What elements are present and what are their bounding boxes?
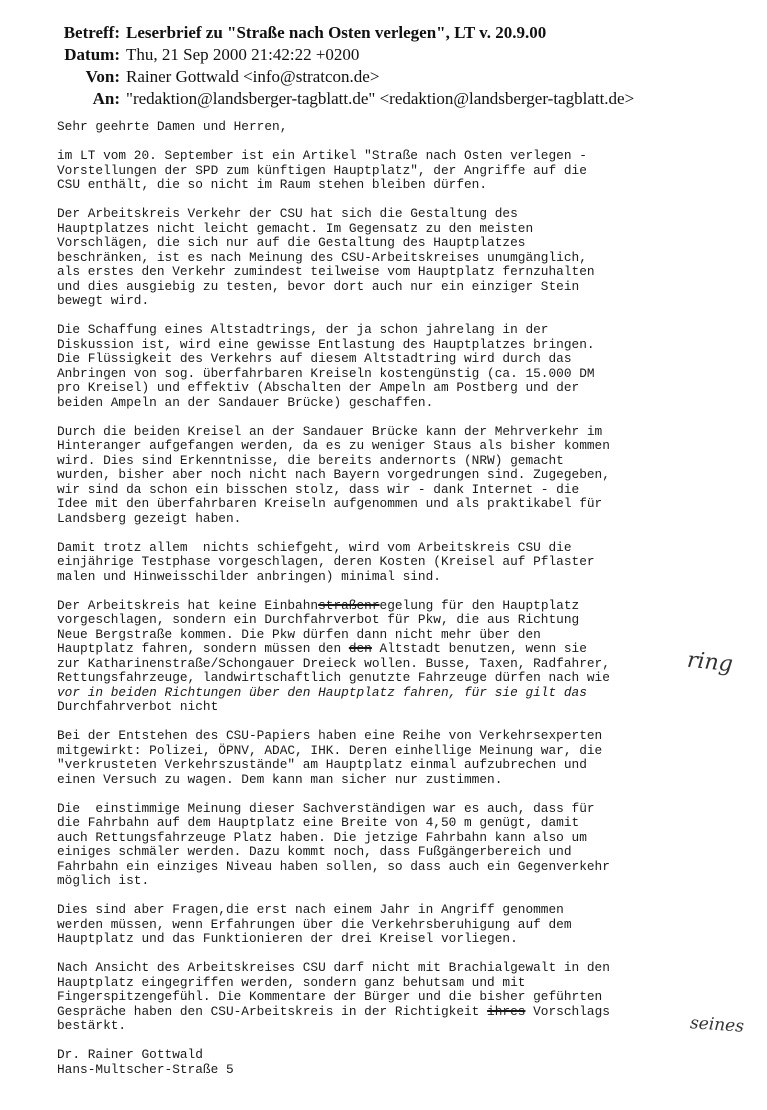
text-line: einen Versuch zu wagen. Dem kann man sicher nur zustimmen.: [57, 771, 503, 787]
paragraph-8: [57, 802, 747, 889]
signature-name: Dr. Rainer Gottwald: [57, 1047, 203, 1062]
paragraph-1: [57, 149, 747, 193]
text-line: bewegt wird.: [57, 293, 150, 308]
text-line: Landsberg gezeigt haben.: [57, 510, 242, 526]
text-line: Hauptplatz und das Funktionieren der drei Kreisel vorliegen.: [57, 931, 518, 946]
text-line: Die einstimmige Meinung dieser Sachverständigen war es auch, dass für: [57, 800, 595, 816]
paragraph-7: [57, 729, 747, 787]
subject-value: Leserbrief zu "Straße nach Osten verlegen", LT v. 20.9.00: [126, 23, 547, 42]
date-row: [0, 44, 767, 66]
text-line: wir sind da schon ein bisschen stolz, dass wir - dank Internet - die: [57, 481, 580, 497]
text-line: Die Flüssigkeit des Verkehrs auf diesem Altstadtring wird durch das: [57, 351, 572, 366]
text-line: Durch die beiden Kreisel an der Sandauer Brücke kann der Mehrverkehr im: [57, 423, 603, 439]
text-line: CSU enthält, die so nicht im Raum stehen bleiben dürfen.: [57, 177, 488, 192]
text-line: wird. Dies sind Erkenntnisse, die bereits andernorts (NRW) gemacht: [57, 452, 564, 468]
paragraph-6: [57, 599, 747, 715]
paragraph-3: [57, 323, 747, 410]
text-line: Der Arbeitskreis Verkehr der CSU hat sich die Gestaltung des: [57, 206, 518, 221]
text-line: Fahrbahn ein einziges Niveau haben sollen, so dass auch ein Gegenverkehr: [57, 858, 610, 874]
text-line: auch Rettungsfahrzeuge Platz haben. Die jetzige Fahrbahn kann also um: [57, 829, 587, 845]
text-line: Nach Ansicht des Arbeitskreises CSU darf nicht mit Brachialgewalt in den: [57, 960, 610, 975]
paragraph-5: [57, 541, 747, 585]
text-line: Durchfahrverbot nicht: [57, 699, 219, 714]
text-line: [57, 642, 747, 657]
text-line: die Fahrbahn auf dem Hauptplatz eine Breite von 4,50 m genügt, damit: [57, 815, 580, 830]
text-line: [57, 1005, 747, 1020]
subject-row: [0, 22, 767, 44]
salutation: [57, 120, 747, 135]
text-line: "verkrusteten Verkehrszustände" am Hauptplatz einmal aufzubrechen und: [57, 757, 587, 772]
text-line: einiges schmäler werden. Dazu kommt noch, dass Fußgängerbereich und: [57, 844, 572, 859]
text-segment: Der Arbeitskreis hat keine Einbahn: [57, 597, 319, 613]
handwritten-annotation-ring: ring: [685, 647, 734, 678]
text-line: Hauptplatzes nicht leicht gemacht. Im Gegensatz zu den meisten: [57, 220, 534, 236]
text-segment: Hauptplatz fahren, sondern müssen den: [57, 641, 349, 656]
signature-address: Hans-Multscher-Straße 5: [57, 1061, 234, 1077]
text-line: pro Kreisel) und effektiv (Abschalten der Ampeln am Postberg und der: [57, 380, 580, 395]
text-line: Diskussion ist, wird eine gewisse Entlastung des Hauptplatzes bringen.: [57, 336, 595, 352]
text-segment: egelung für den Hauptplatz: [379, 597, 580, 613]
struck-text: den: [348, 641, 372, 656]
text-line: Hinteranger aufgefangen werden, da es zu weniger Staus als bisher kommen: [57, 438, 610, 453]
salutation-line: Sehr geehrte Damen und Herren,: [57, 119, 288, 134]
text-line: Rettungsfahrzeuge, landwirtschaftlich genutzte Fahrzeuge dürfen nach wie: [57, 670, 610, 685]
struck-text: ihres: [487, 1003, 526, 1019]
text-line: Hauptplatz eingegriffen werden, sondern ganz behutsam und mit: [57, 974, 526, 990]
text-line: mitgewirkt: Polizei, ÖPNV, ADAC, IHK. Deren einhellige Meinung war, die: [57, 742, 603, 758]
text-line: Dies sind aber Fragen,die erst nach einem Jahr in Angriff genommen: [57, 902, 564, 917]
subject-label: Betreff:: [63, 23, 120, 42]
paragraph-4: [57, 425, 747, 527]
text-line: vorgeschlagen, sondern ein Durchfahrverbot für Pkw, die aus Richtung: [57, 612, 580, 627]
text-line: möglich ist.: [57, 873, 150, 888]
to-value: "redaktion@landsberger-tagblatt.de" <redaktion@landsberger-tagblatt.de>: [126, 89, 635, 108]
text-line: Fingerspitzengefühl. Die Kommentare der Bürger und die bisher geführten: [57, 989, 603, 1004]
text-segment: Gespräche haben den CSU-Arbeitskreis in der Richtigkeit: [57, 1003, 488, 1019]
paragraph-2: [57, 207, 747, 309]
text-line: einjährige Testphase vorgeschlagen, deren Kosten (Kreisel auf Pflaster: [57, 554, 595, 569]
text-line: Vorschlägen, die sich nur auf die Gestaltung des Hauptplatzes: [57, 235, 526, 250]
paragraph-9: [57, 903, 747, 947]
handwritten-annotation-seines: seines: [689, 1013, 745, 1037]
text-line: beiden Ampeln an der Sandauer Brücke) geschaffen.: [57, 394, 434, 410]
struck-text: straßenr: [318, 597, 380, 613]
text-line: Bei der Entstehen des CSU-Papiers haben eine Reihe von Verkehrsexperten: [57, 728, 603, 743]
text-line: und dies ausgiebig zu testen, bevor dort auch nur ein einziger Stein: [57, 278, 580, 294]
text-line: als erstes den Verkehr zumindest teilweise vom Hauptplatz fernzuhalten: [57, 264, 595, 279]
text-line: Damit trotz allem nichts schiefgeht, wird vom Arbeitskreis CSU die: [57, 539, 572, 555]
text-line: zur Katharinenstraße/Schongauer Dreieck wollen. Busse, Taxen, Radfahrer,: [57, 655, 610, 671]
signature-block: [57, 1048, 747, 1077]
text-line: Neue Bergstraße kommen. Die Pkw dürfen dann nicht mehr über den: [57, 626, 541, 642]
from-row: [0, 66, 767, 88]
text-line: beschränken, ist es nach Meinung des CSU-Arbeitskreises unumgänglich,: [57, 249, 587, 265]
from-label: Von:: [85, 67, 120, 86]
letter-body: [57, 120, 747, 1077]
text-segment: Vorschlags: [525, 1003, 610, 1019]
text-line: bestärkt.: [57, 1018, 127, 1033]
from-value: Rainer Gottwald <info@stratcon.de>: [126, 67, 380, 86]
to-row: [0, 88, 767, 110]
date-value: Thu, 21 Sep 2000 21:42:22 +0200: [126, 45, 360, 64]
text-line: [57, 599, 747, 614]
email-header: [0, 22, 767, 110]
text-line: werden müssen, wenn Erfahrungen über die Verkehrsberuhigung auf dem: [57, 916, 572, 932]
text-line: im LT vom 20. September ist ein Artikel "Straße nach Osten verlegen -: [57, 148, 587, 163]
text-line: malen und Hinweisschilder anbringen) minimal sind.: [57, 568, 441, 584]
to-label: An:: [92, 89, 120, 108]
text-line: Vorstellungen der SPD zum künftigen Hauptplatz", der Angriffe auf die: [57, 162, 587, 178]
text-line: vor in beiden Richtungen über den Hauptplatz fahren, für sie gilt das: [57, 684, 587, 700]
text-line: wurden, bisher aber noch nicht nach Bayern vorgedrungen sind. Zugegeben,: [57, 467, 610, 482]
paragraph-10: [57, 961, 747, 1034]
text-line: Anbringen von sog. überfahrbaren Kreiseln kostengünstig (ca. 15.000 DM: [57, 365, 595, 381]
text-segment: Altstadt benutzen, wenn sie: [371, 641, 587, 656]
text-line: Idee mit den überfahrbaren Kreiseln aufgenommen und als praktikabel für: [57, 496, 603, 511]
text-line: Die Schaffung eines Altstadtrings, der ja schon jahrelang in der: [57, 322, 549, 337]
date-label: Datum:: [64, 45, 120, 64]
